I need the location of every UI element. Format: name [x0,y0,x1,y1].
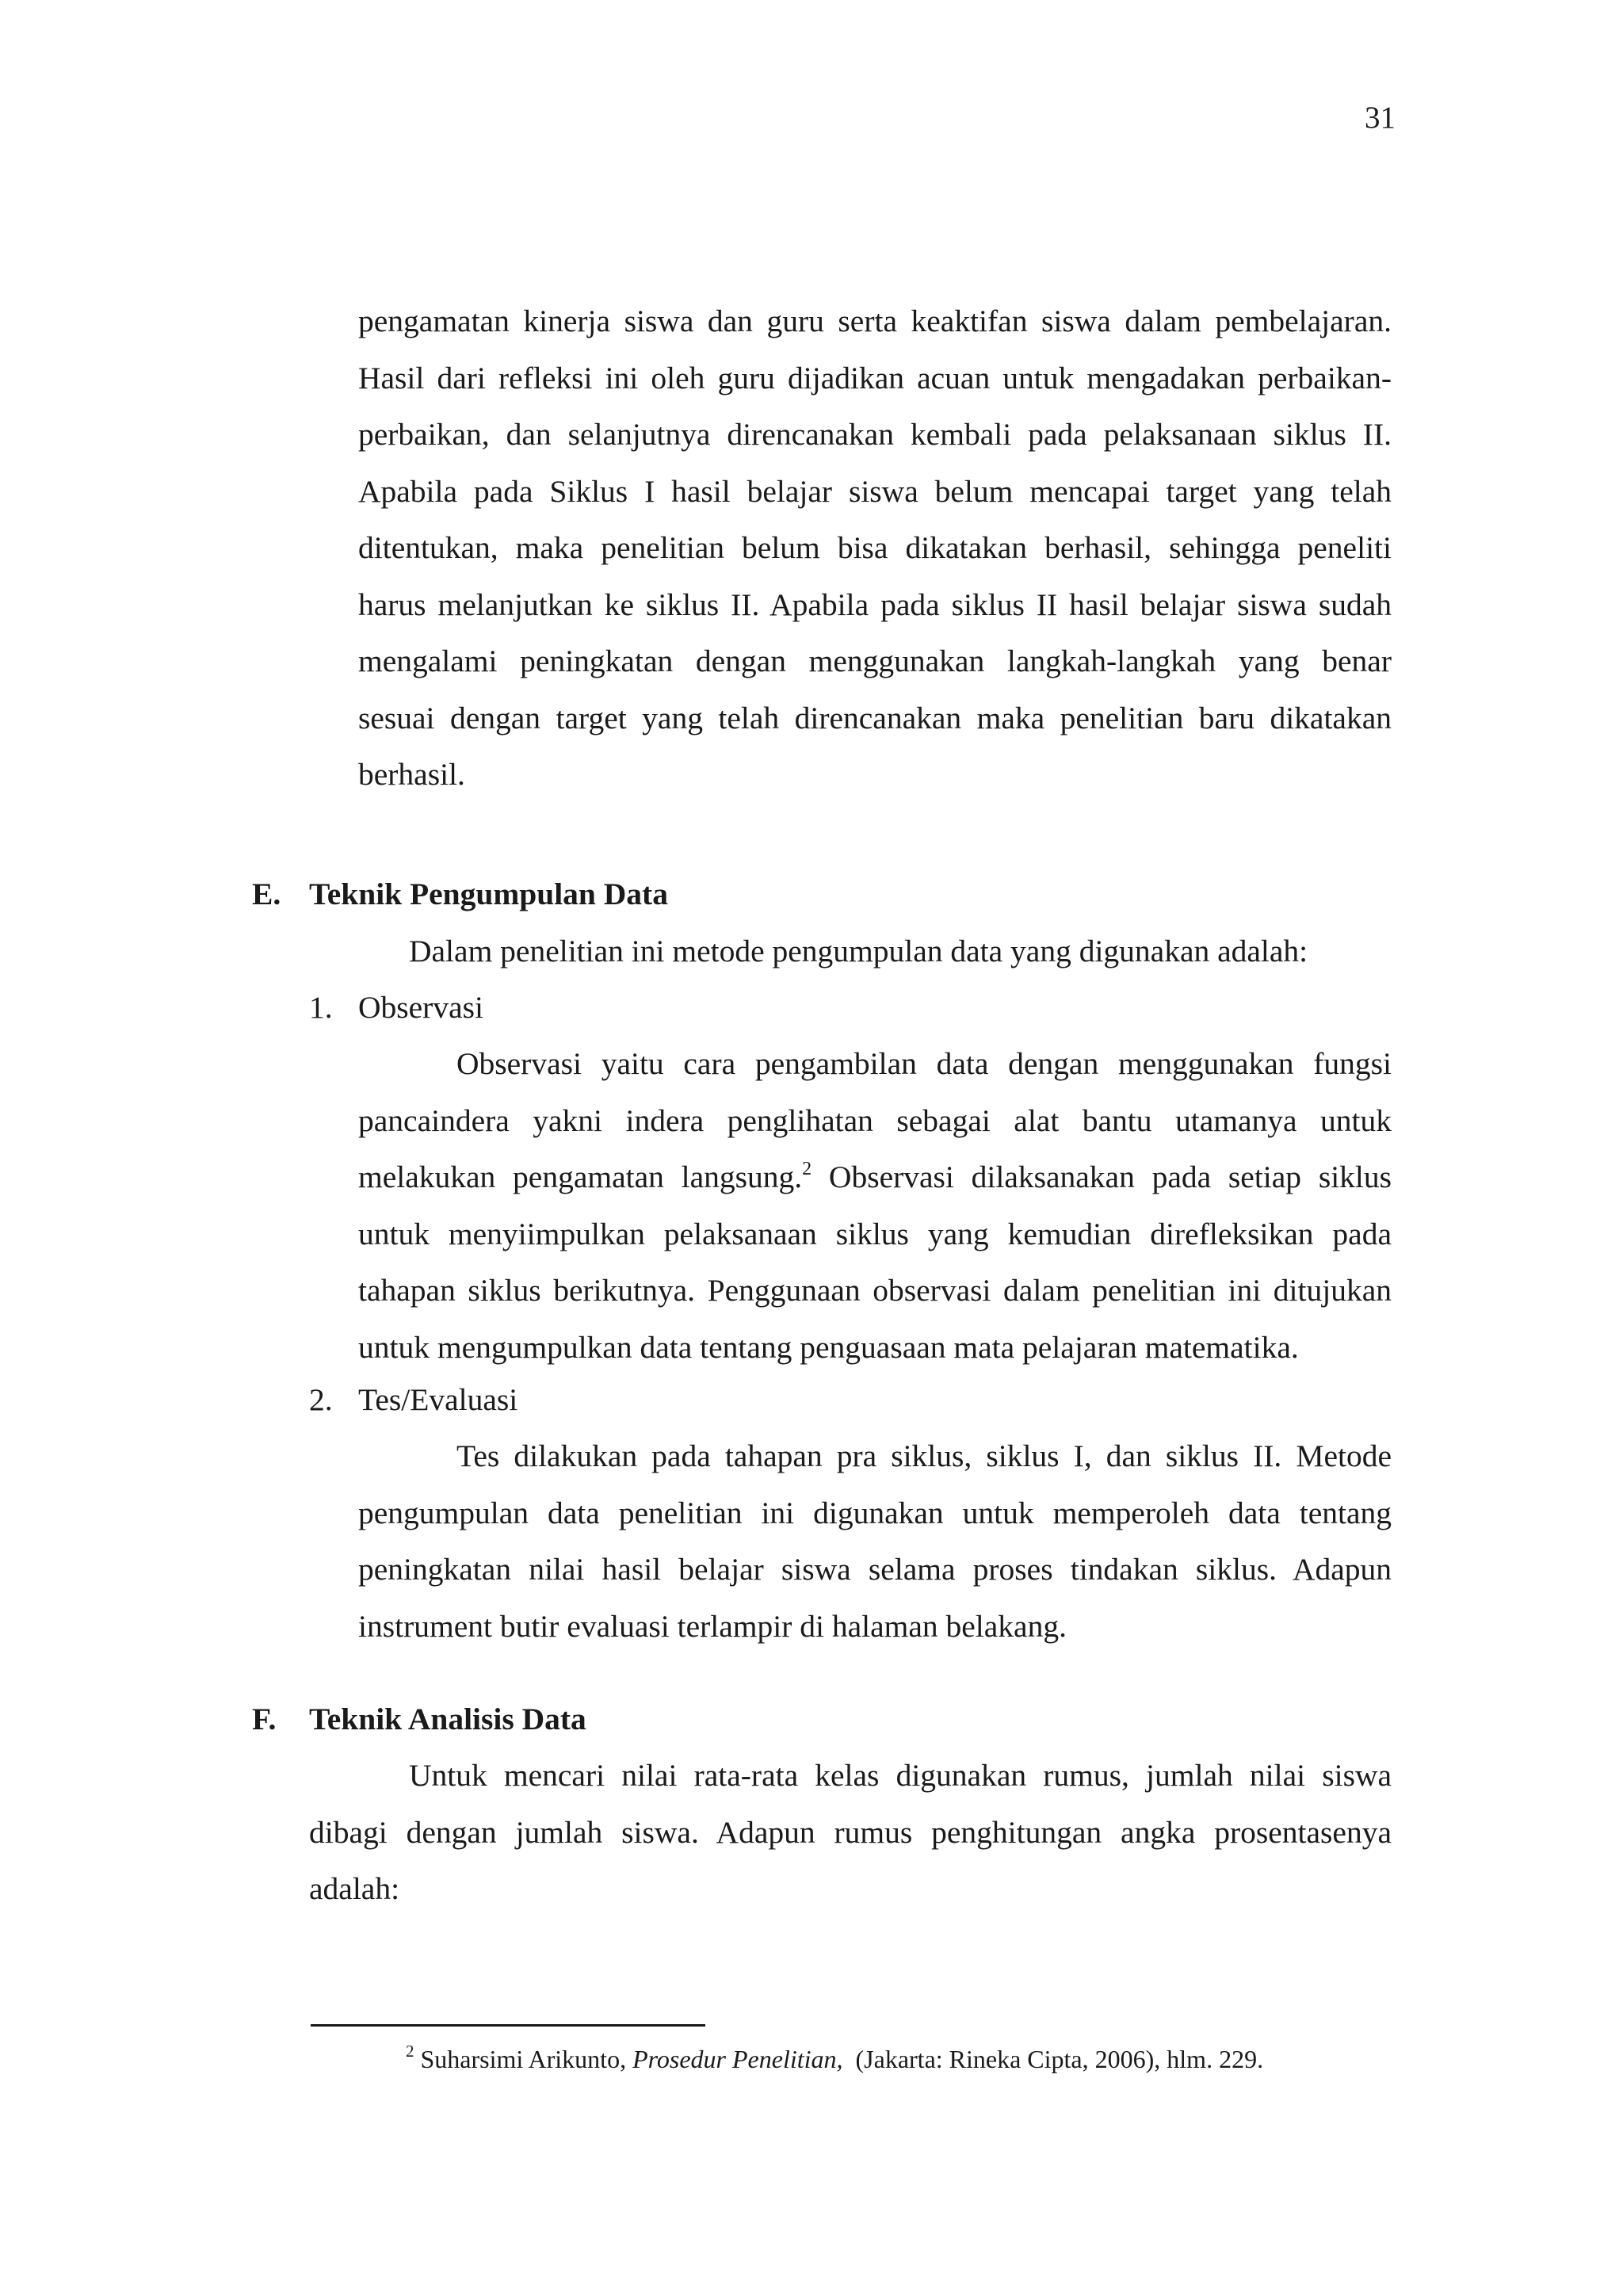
paragraph-line: untuk mengumpulkan data tentang penguasaan mata pelajaran matematika. [358,1329,1299,1365]
section-letter: E. [252,877,281,911]
list-number: 1. [309,990,333,1025]
paragraph-line: Hasil dari refleksi ini oleh guru dijadikan acuan untuk mengadakan perbaikan- [358,360,1392,395]
list-label: Tes/Evaluasi [358,1382,518,1417]
footnote [406,2042,1264,2074]
paragraph-line: mengalami peningkatan dengan menggunakan langkah-langkah yang benar [358,644,1392,678]
paragraph-line: Untuk mencari nilai rata-rata kelas digunakan rumus, jumlah nilai siswa [409,1758,1392,1793]
paragraph-line: sesuai dengan target yang telah direncanakan maka penelitian baru dikatakan [358,700,1392,735]
paragraph-line: Tes dilakukan pada tahapan pra siklus, siklus I, dan siklus II. Metode [456,1438,1392,1473]
paragraph-line: pancaindera yakni indera penglihatan sebagai alat bantu utamanya untuk [358,1102,1392,1138]
paragraph-line [358,1149,1392,1206]
paragraph-line: untuk menyiimpulkan pelaksanaan siklus yang kemudian direfleksikan pada [358,1216,1392,1251]
list-number: 2. [309,1382,333,1417]
tes-paragraph [358,1428,1392,1655]
intro-paragraph [358,293,1392,804]
section-letter: F. [252,1702,277,1736]
section-e-intro: Dalam penelitian ini metode pengumpulan data yang digunakan adalah: [409,934,1308,968]
line-segment: melakukan pengamatan langsung. [358,1159,803,1194]
paragraph-line: perbaikan, dan selanjutnya direncanakan kembali pada pelaksanaan siklus II. [358,417,1392,452]
paragraph-line: adalah: [309,1871,400,1906]
footnote-number: 2 [406,2042,414,2061]
paragraph-line: Apabila pada Siklus I hasil belajar siswa belum mencapai target yang telah [358,473,1392,509]
observasi-paragraph [358,1036,1392,1376]
footnote-title: Prosedur Penelitian, [632,2045,843,2073]
paragraph-line: harus melanjutkan ke siklus II. Apabila pada siklus II hasil belajar siswa sudah [358,586,1392,622]
section-title: Teknik Analisis Data [309,1702,586,1736]
footnote-publication: (Jakarta: Rineka Cipta, 2006), hlm. 229. [842,2045,1264,2073]
footnote-author: Suharsimi Arikunto, [420,2045,633,2073]
paragraph-line: dibagi dengan jumlah siswa. Adapun rumus penghitungan angka prosentasenya [309,1814,1392,1850]
section-f-paragraph [309,1748,1392,1918]
paragraph-line: pengumpulan data penelitian ini digunakan untuk memperoleh data tentang [358,1495,1392,1530]
paragraph-line: tahapan siklus berikutnya. Penggunaan observasi dalam penelitian ini ditujukan [358,1273,1392,1308]
line-segment: Observasi dilaksanakan pada setiap siklus [828,1159,1392,1194]
page-number: 31 [1365,101,1396,135]
paragraph-line: peningkatan nilai hasil belajar siswa selama proses tindakan siklus. Adapun [358,1552,1392,1587]
footnote-reference: 2 [802,1159,812,1179]
paragraph-line: Observasi yaitu cara pengambilan data dengan menggunakan fungsi [456,1046,1392,1081]
section-title: Teknik Pengumpulan Data [309,877,668,911]
footnote-separator [311,2024,705,2027]
list-label: Observasi [358,990,483,1025]
paragraph-line: ditentukan, maka penelitian belum bisa dikatakan berhasil, sehingga peneliti [358,530,1392,565]
paragraph-line: instrument butir evaluasi terlampir di halaman belakang. [358,1608,1067,1644]
paragraph-line: berhasil. [358,757,465,792]
paragraph-line: pengamatan kinerja siswa dan guru serta keaktifan siswa dalam pembelajaran. [358,304,1392,338]
